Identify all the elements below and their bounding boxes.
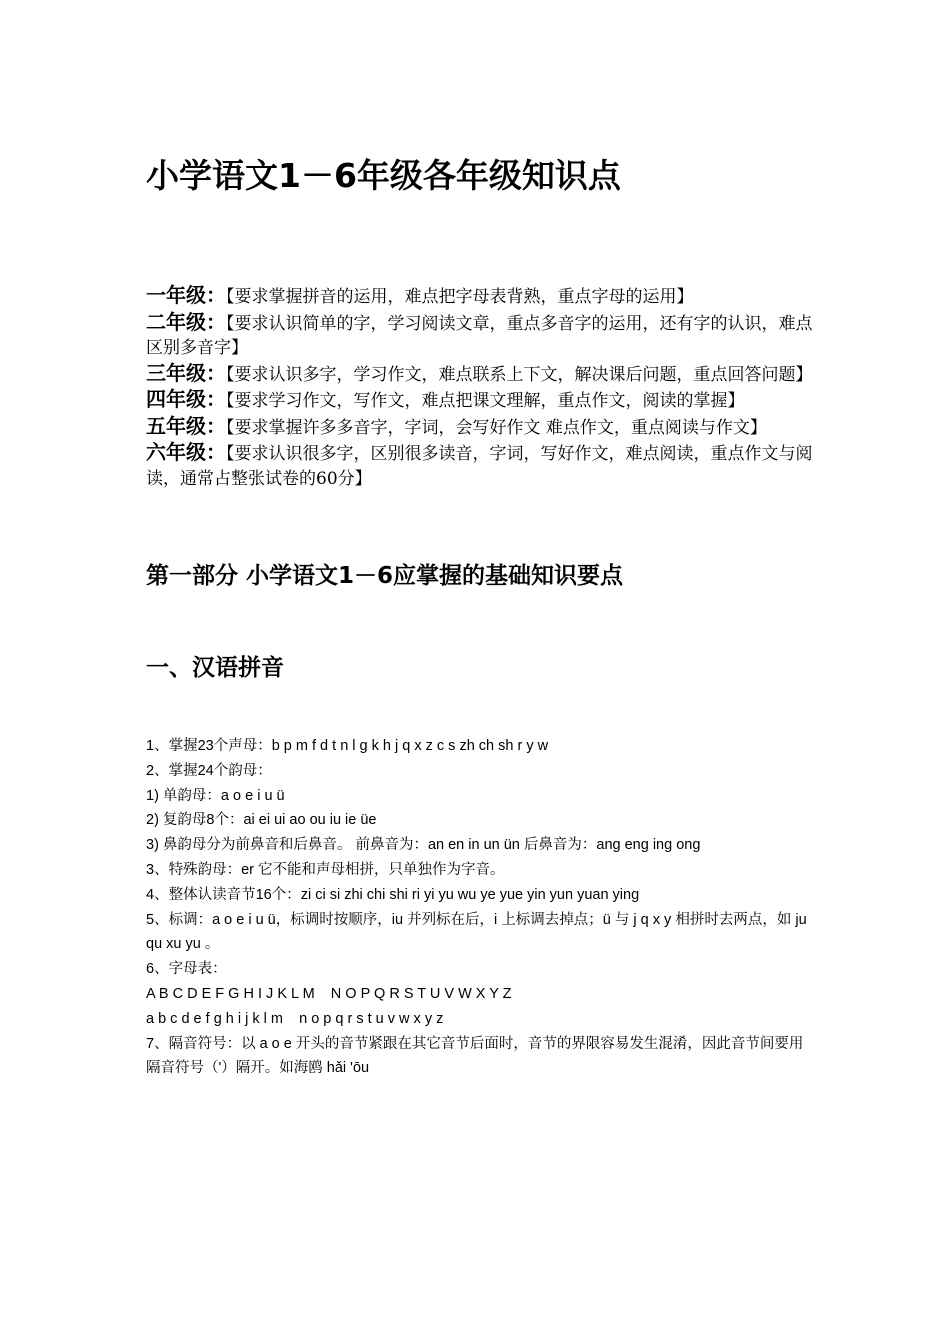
grade-description: 【要求认识多字，学习作文，难点联系上下文，解决课后问题，重点回答问题】 [226,364,813,385]
grade-description: 【要求学习作文，写作文，难点把课文理解，重点作文，阅读的掌握】 [226,391,745,411]
list-item: 5、标调：a o e i u ü，标调时按顺序，iu 并列标在后，i 上标调去掉点；ü 与 j q x y 相拼时去两点，如 ju qu xu yu 。 [146,911,811,953]
part-heading: 第一部分 小学语文1－6应掌握的基础知识要点 [146,563,624,589]
grade-name: 三年级： [146,360,226,385]
grade-name: 六年级： [146,440,226,464]
grade-name: 五年级： [146,413,226,438]
grade-item-3 [146,361,816,388]
list-item: 1) 单韵母：a o e i u ü [146,787,285,804]
grade-item-4 [146,387,816,414]
grade-description: 【要求掌握拼音的运用，难点把字母表背熟，重点字母的运用】 [226,287,694,307]
list-item: a b c d e f g h i j k l m n o p q r s t u v w x y z [146,1010,444,1027]
grade-requirements-list [146,283,816,491]
grade-name: 一年级： [146,283,226,307]
grade-item-2 [146,310,816,361]
list-item: A B C D E F G H I J K L M N O P Q R S T U V W X Y Z [146,985,512,1002]
document-title: 小学语文1－6年级各年级知识点 [146,156,621,195]
list-item: 2、掌握24个韵母： [146,762,272,779]
list-item: 3) 鼻韵母分为前鼻音和后鼻音。 前鼻音为：an en in un ün 后鼻音为：ang eng ing ong [146,837,701,854]
grade-name: 二年级： [146,309,226,334]
pinyin-points-list [146,734,816,1081]
list-item: 3、特殊韵母：er 它不能和声母相拼，只单独作为字音。 [146,861,505,878]
list-item: 4、整体认读音节16个：zi ci si zhi chi shi ri yi yu wu ye yue yin yun yuan ying [146,886,640,903]
grade-item-6 [146,440,816,491]
list-item: 1、掌握23个声母：b p m f d t n l g k h j q x z c s zh ch sh r y w [146,738,549,754]
grade-description: 【要求掌握许多多音字，字词，会写好作文 难点作文，重点阅读与作文】 [226,417,767,438]
grade-name: 四年级： [146,387,226,411]
section-heading: 一、汉语拼音 [146,655,284,681]
list-item: 2) 复韵母8个：ai ei ui ao ou iu ie üe [146,812,377,829]
list-item: 6、字母表： [146,961,227,978]
grade-item-5 [146,414,816,441]
grade-description: 【要求认识简单的字，学习阅读文章，重点多音字的运用，还有字的认识，难点区别多音字】 [146,313,813,358]
list-item: 7、隔音符号：以 a o e 开头的音节紧跟在其它音节后面时，音节的界限容易发生混淆，因此音节间要用隔音符号（'）隔开。如海鸥 hǎi 'ōu [146,1035,804,1077]
grade-description: 【要求认识很多字，区别很多读音，字词，写好作文，难点阅读，重点作文与阅读，通常占整张试卷的60分】 [146,444,813,489]
grade-item-1 [146,283,816,310]
